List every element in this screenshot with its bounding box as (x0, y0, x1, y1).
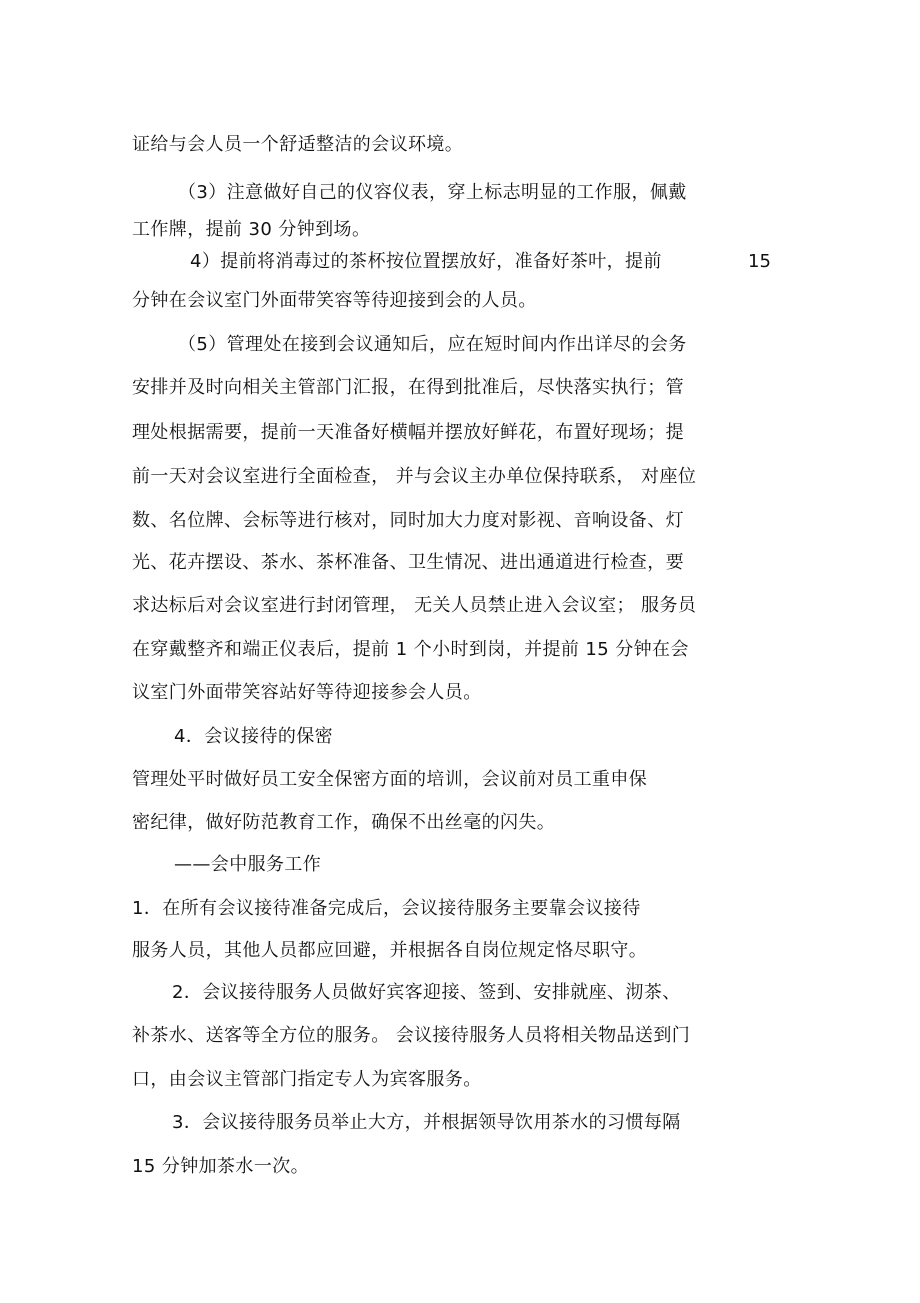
text-line-3: 工作牌，提前 30 分钟到场。 (132, 219, 371, 240)
text-line-16: 密纪律，做好防范教育工作，确保不出丝毫的闪失。 (132, 812, 556, 833)
text-line-21: 口，由会议主管部门指定专人为宾客服务。 (132, 1069, 482, 1090)
text-line-20: 补茶水、送客等全方位的服务。 会议接待服务人员将相关物品送到门 (132, 1025, 691, 1046)
text-line-17: 1．在所有会议接待准备完成后，会议接待服务主要靠会议接待 (132, 898, 641, 919)
text-line-4: 4）提前将消毒过的茶杯按位置摆放好，准备好茶叶，提前 (190, 251, 662, 272)
section-heading-4: 4．会议接待的保密 (174, 726, 334, 747)
text-line-23: 15 分钟加茶水一次。 (132, 1156, 310, 1177)
text-line-6: （5）管理处在接到会议通知后，应在短时间内作出详尽的会务 (178, 334, 687, 355)
text-line-10: 数、名位牌、会标等进行核对，同时加大力度对影视、音响设备、灯 (132, 510, 684, 531)
text-line-8: 理处根据需要，提前一天准备好横幅并摆放好鲜花，布置好现场；提 (132, 422, 684, 443)
text-line-15: 管理处平时做好员工安全保密方面的培训，会议前对员工重申保 (132, 769, 648, 790)
text-line-12: 求达标后对会议室进行封闭管理， 无关人员禁止进入会议室； 服务员 (132, 595, 697, 616)
text-line-22: 3．会议接待服务员举止大方，并根据领导饮用茶水的习惯每隔 (172, 1112, 681, 1133)
text-line-18: 服务人员，其他人员都应回避，并根据各自岗位规定恪尽职守。 (132, 940, 648, 961)
text-line-4-right-number: 15 (748, 251, 771, 272)
text-line-7: 安排并及时向相关主管部门汇报，在得到批准后，尽快落实执行；管 (132, 377, 684, 398)
text-line-1: 证给与会人员一个舒适整洁的会议环境。 (132, 134, 464, 155)
text-line-9: 前一天对会议室进行全面检查， 并与会议主办单位保持联系， 对座位 (132, 466, 697, 487)
text-line-13: 在穿戴整齐和端正仪表后，提前 1 个小时到岗，并提前 15 分钟在会 (132, 639, 689, 660)
text-line-19: 2．会议接待服务人员做好宾客迎接、签到、安排就座、沏茶、 (172, 982, 681, 1003)
text-line-2: （3）注意做好自己的仪容仪表，穿上标志明显的工作服，佩戴 (178, 182, 687, 203)
text-line-5: 分钟在会议室门外面带笑容等待迎接到会的人员。 (132, 290, 537, 311)
text-line-14: 议室门外面带笑容站好等待迎接参会人员。 (132, 682, 482, 703)
text-line-11: 光、花卉摆设、茶水、茶杯准备、卫生情况、进出通道进行检查，要 (132, 552, 684, 573)
section-heading-meeting-service: ——会中服务工作 (174, 854, 322, 875)
